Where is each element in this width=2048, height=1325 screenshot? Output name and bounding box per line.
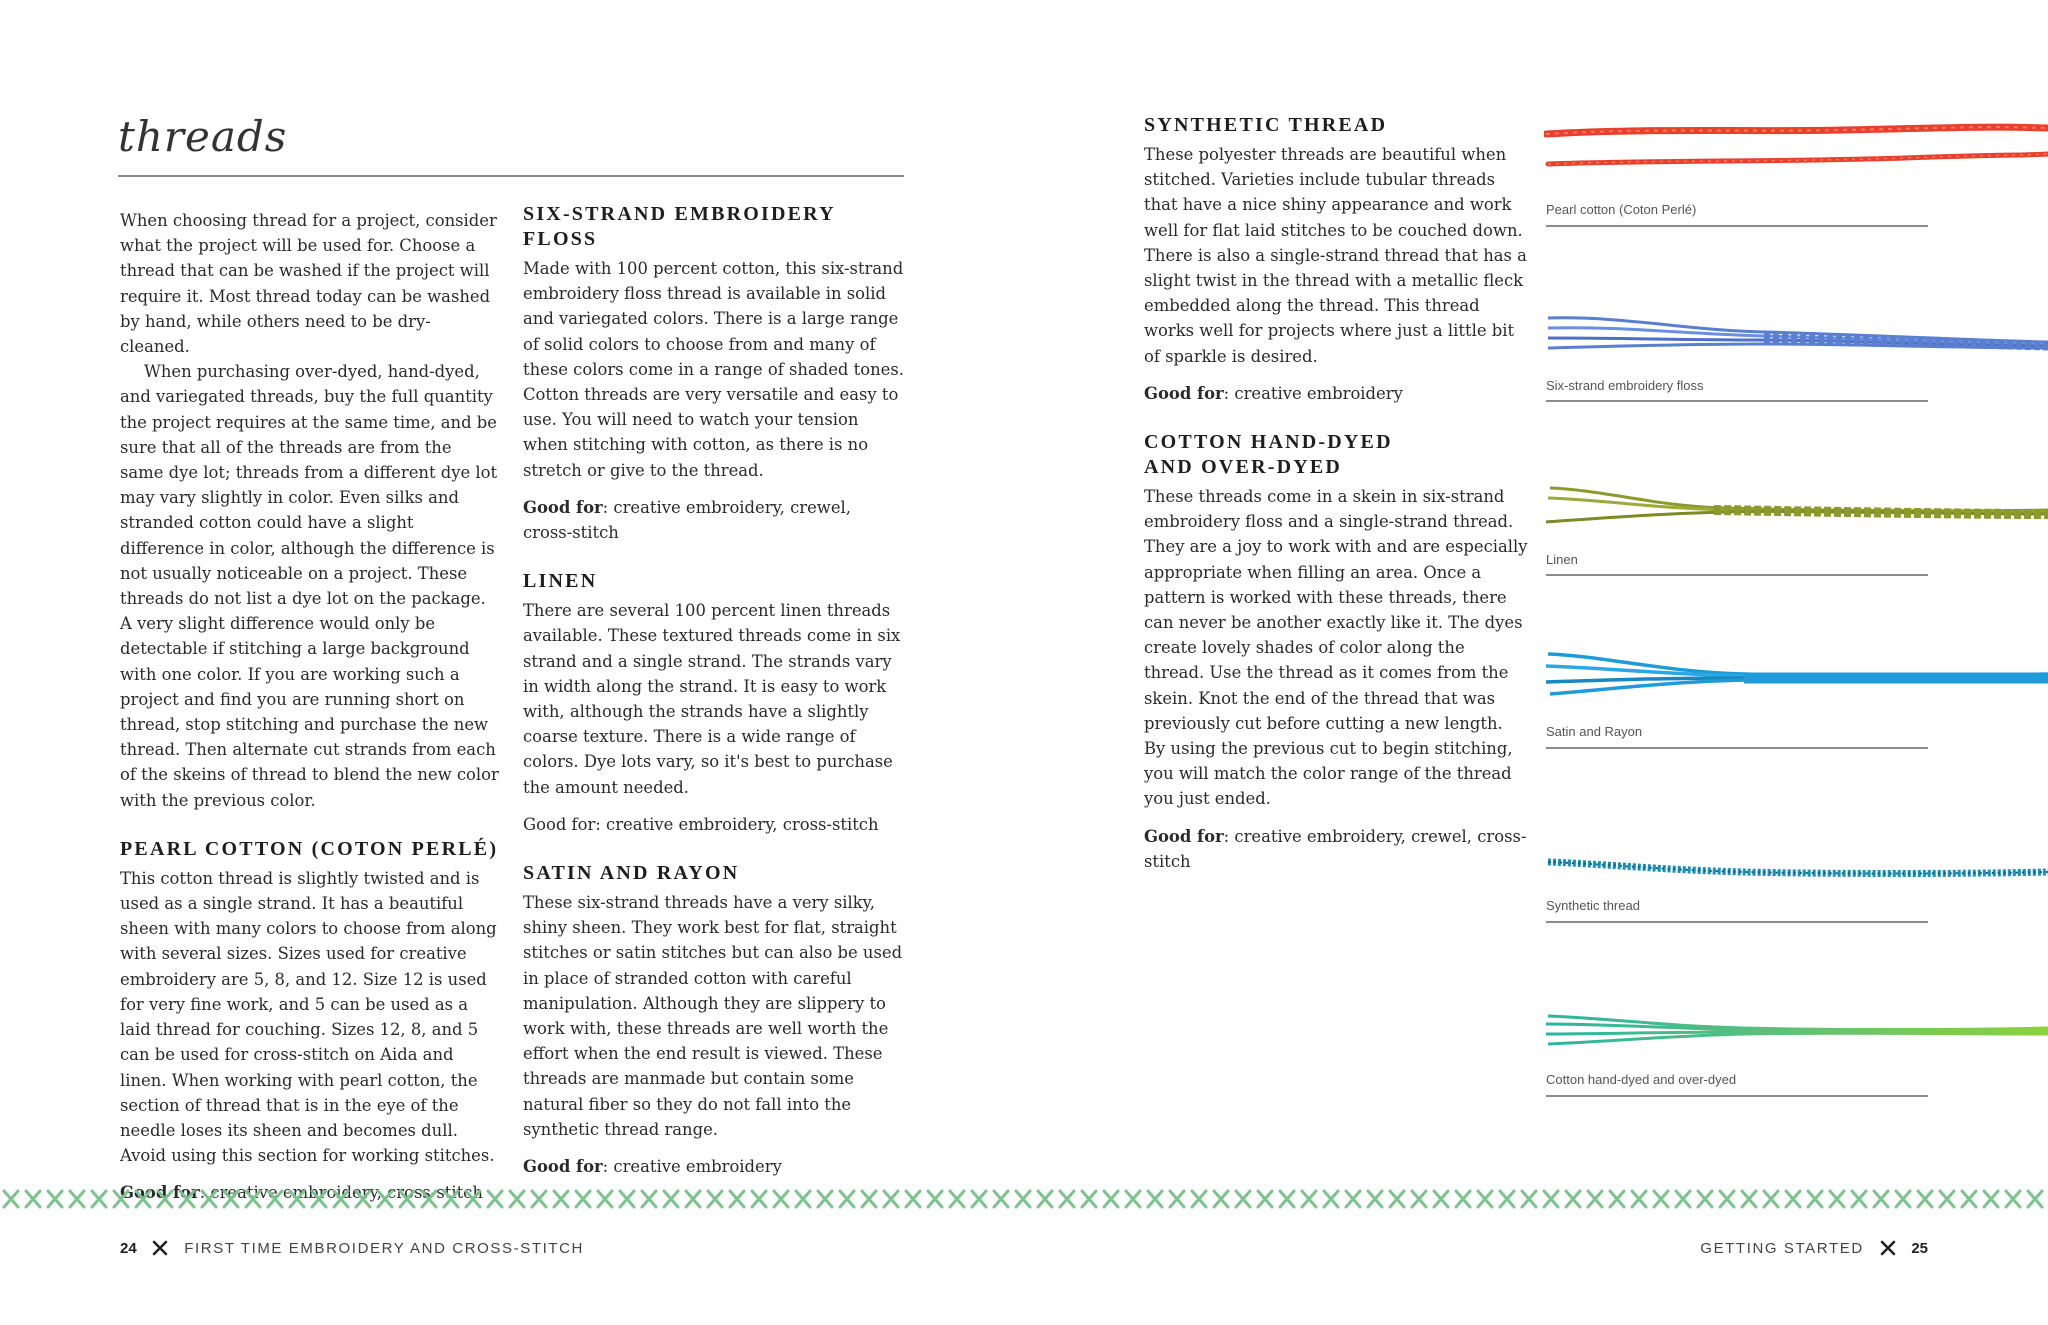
hand-dyed-heading-line2: AND OVER-DYED xyxy=(1144,456,1343,479)
six-strand-heading: SIX-STRAND EMBROIDERY FLOSS xyxy=(523,203,836,250)
six-strand-good-for xyxy=(523,495,905,545)
intro-paragraph-2: When purchasing over-dyed, hand-dyed, and variegated threads, buy the full quantity the project requires at the same time, and be sure that all of the threads are from the same dye lot; threads from a different dye lot may vary slightly in color. Even silks and stranded cotton could have a slight difference in color, although the difference is not usually noticeable on a project. These threads do not list a dye lot on the package. A very slight difference would only be detectable if stitching a large background with one color. If you are working such a project and find you are running short on thread, stop stitching and purchase the new thread. Then alternate cut strands from each of the skeins of thread to blend the new color with the previous color. xyxy=(120,362,499,810)
good-for-value: : creative embroidery xyxy=(602,1157,782,1177)
pearl-cotton-thread-image xyxy=(1544,112,2048,172)
sample-satin-rayon xyxy=(1544,634,2048,754)
sample-caption: Six-strand embroidery floss xyxy=(1546,378,1704,393)
sample-rule xyxy=(1546,400,1928,402)
pearl-cotton-heading: PEARL COTTON (COTON PERLÉ) xyxy=(120,837,499,860)
left-page-number: 24 xyxy=(120,1240,137,1257)
linen-body: There are several 100 percent linen threads available. These textured threads come in six strand and a single strand. The strands vary in width along the strand. It is easy to work with, although the strands have a slightly coarse texture. There is a wide range of colors. Dye lots vary, so it's best to purchase the amount needed. xyxy=(523,601,901,797)
good-for-value: : creative embroidery xyxy=(1223,383,1403,403)
right-footer-title: GETTING STARTED xyxy=(1700,1240,1864,1257)
good-for-label: Good for xyxy=(523,497,603,517)
satin-rayon-good-for xyxy=(523,1154,905,1179)
right-page-number: 25 xyxy=(1911,1240,1928,1257)
six-strand-thread-image xyxy=(1544,286,2048,366)
linen-heading: LINEN xyxy=(523,570,598,593)
cross-stitch-border xyxy=(0,1186,2048,1212)
sample-synthetic xyxy=(1544,808,2048,928)
hand-dyed-body: These threads come in a skein in six-strand embroidery floss and a single-strand thread. They are a joy to work with and are especially appropriate when filling an area. Once a pattern is worked with these threads, there can never be another exactly like it. The dyes create lovely shades of color along the thread. Use the thread as it comes from the skein. Knot the end of the thread that was previously cut before cutting a new length. By using the previous cut to begin stitching, you will match the color range of the thread you just ended. xyxy=(1144,487,1528,809)
good-for-label: Good for xyxy=(1144,383,1224,403)
sample-caption: Cotton hand-dyed and over-dyed xyxy=(1546,1072,1737,1087)
linen-good-for: Good for: creative embroidery, cross-stitch xyxy=(523,814,879,834)
sample-caption: Pearl cotton (Coton Perlé) xyxy=(1546,202,1697,217)
good-for-label: Good for xyxy=(1144,826,1224,846)
sample-caption: Linen xyxy=(1546,552,1578,567)
sample-rule xyxy=(1546,747,1928,749)
synthetic-thread-image xyxy=(1544,808,2048,888)
linen-thread-image xyxy=(1544,460,2048,540)
synthetic-good-for xyxy=(1144,381,1528,406)
sample-rule xyxy=(1546,225,1928,227)
sample-rule xyxy=(1546,921,1928,923)
right-column xyxy=(1144,113,1528,874)
sample-caption: Synthetic thread xyxy=(1546,898,1640,913)
hand-dyed-thread-image xyxy=(1544,982,2048,1062)
sample-hand-dyed xyxy=(1544,982,2048,1102)
intro-paragraph-1: When choosing thread for a project, consider what the project will be used for. Choose a thread that can be washed if the project will require it. Most thread today can be washed by hand, while others need to be dry-cleaned. xyxy=(120,211,497,357)
six-strand-body: Made with 100 percent cotton, this six-strand embroidery floss thread is available in solid and variegated colors. There is a large range of solid colors to choose from and many of these colors come in a range of shaded tones. Cotton threads are very versatile and easy to use. You will need to watch your tension when stitching with cotton, as there is no stretch or give to the thread. xyxy=(523,259,904,480)
good-for-value: : creative embroidery, crewel, cross-stitch xyxy=(1144,826,1527,871)
pearl-cotton-body: This cotton thread is slightly twisted and is used as a single strand. It has a beautiful sheen with many colors to choose from along with several sizes. Sizes used for creative embroidery are 5, 8, and 12. Size 12 is used for very fine work, and 5 can be used as a laid thread for couching. Sizes 12, 8, and 5 can be used for cross-stitch on Aida and linen. When working with pearl cotton, the section of thread that is in the eye of the needle loses its sheen and becomes dull. Avoid using this section for working stitches. xyxy=(120,868,497,1166)
synthetic-heading: SYNTHETIC THREAD xyxy=(1144,114,1388,136)
left-column-2 xyxy=(523,202,905,1179)
good-for-label: Good for xyxy=(523,1157,603,1177)
good-for-value: : creative embroidery, crewel, cross-stitch xyxy=(523,497,851,543)
sample-pearl-cotton xyxy=(1544,112,2048,232)
right-footer xyxy=(1700,1240,1928,1257)
synthetic-body: These polyester threads are beautiful when stitched. Varieties include tubular threads that have a nice shiny appearance and work well for flat laid stitches to be couched down. There is also a single-strand thread that has a slight twist in the thread with a metallic fleck embedded along the thread. This thread works well for projects where just a little bit of sparkle is desired. xyxy=(1144,145,1527,366)
satin-rayon-thread-image xyxy=(1544,634,2048,714)
chapter-title: threads xyxy=(118,112,288,161)
hand-dyed-good-for xyxy=(1144,824,1528,874)
sample-rule xyxy=(1546,1095,1928,1097)
sample-caption: Satin and Rayon xyxy=(1546,724,1643,739)
left-footer-title: FIRST TIME EMBROIDERY AND CROSS-STITCH xyxy=(184,1240,584,1257)
cross-stitch-icon xyxy=(1880,1240,1896,1256)
hand-dyed-heading-line1: COTTON HAND-DYED xyxy=(1144,431,1393,454)
satin-rayon-body: These six-strand threads have a very silky, shiny sheen. They work best for flat, straight stitches or satin stitches but can also be used in place of stranded cotton with careful manipulation. Although they are slippery to work with, these threads are well worth the effort when the end result is viewed. These threads are manmade but contain some natural fiber so they do not fall into the synthetic thread range. xyxy=(523,893,903,1139)
sample-linen xyxy=(1544,460,2048,580)
left-footer xyxy=(120,1240,584,1257)
cross-stitch-icon xyxy=(152,1240,168,1256)
left-column-1 xyxy=(120,208,500,1206)
sample-rule xyxy=(1546,574,1928,576)
sample-six-strand xyxy=(1544,286,2048,406)
title-rule xyxy=(118,175,904,177)
satin-rayon-heading: SATIN AND RAYON xyxy=(523,862,740,885)
